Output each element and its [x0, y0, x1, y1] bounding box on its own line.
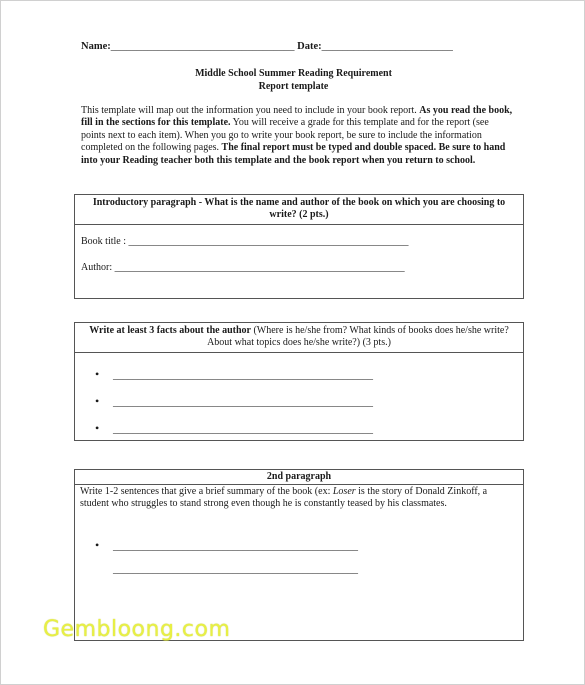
bullet-icon: • [95, 394, 100, 408]
document-title [1, 67, 585, 93]
date-blank[interactable]: _________________________ [321, 41, 453, 52]
bullet-icon: • [95, 538, 100, 552]
author-fact-line-2[interactable]: ____________________________________________________ [113, 397, 373, 408]
section3-text-a: Write 1-2 sentences that give a brief summary of the book (ex: [80, 486, 333, 497]
intro-part-2: As you read the book, fill in the sections for this template. [81, 105, 513, 129]
author-fact-line-3[interactable]: ____________________________________________________ [113, 424, 373, 435]
book-title-label: Book title : [81, 236, 126, 247]
section3-heading [75, 470, 523, 485]
section3-heading-text: 2nd paragraph [266, 471, 332, 482]
section1-heading-text: Introductory paragraph - What is the name and author of the book on which you are choosing to write? (2 pts.) [92, 197, 506, 220]
section2-heading-rest: (Where is he/she from? What kinds of books does he/she write? About what topics does he/she write?) (3 pts.) [207, 325, 509, 348]
title-line-1: Middle School Summer Reading Requirement [195, 68, 392, 79]
author-field[interactable] [81, 262, 405, 273]
author-fact-row-3[interactable] [95, 421, 373, 436]
author-fact-row-1[interactable] [95, 367, 373, 382]
intro-paragraph-box [74, 194, 524, 299]
name-blank[interactable]: ___________________________________ [110, 41, 295, 52]
author-facts-box [74, 322, 524, 441]
watermark-logo: Gembloong.com [43, 617, 231, 642]
author-fact-line-1[interactable]: ____________________________________________________ [113, 370, 373, 381]
section3-text-italic: Loser [332, 486, 356, 497]
section2-heading-bold: Write at least 3 facts about the author [89, 325, 251, 336]
section1-heading [75, 195, 523, 225]
bullet-icon: • [95, 421, 100, 435]
summary-row-1[interactable] [95, 538, 358, 553]
author-label: Author: [81, 262, 113, 273]
summary-line-1[interactable]: _________________________________________________ [113, 541, 358, 552]
second-paragraph-box [74, 469, 524, 641]
summary-row-2[interactable] [95, 564, 358, 575]
intro-paragraph [81, 105, 513, 167]
author-fact-row-2[interactable] [95, 394, 373, 409]
book-title-field[interactable] [81, 236, 409, 247]
title-line-2: Report template [258, 81, 329, 92]
section3-instructions [75, 485, 523, 511]
book-title-blank[interactable]: ________________________________________________________ [128, 236, 409, 247]
intro-part-1: This template will map out the information you need to include in your book report. [81, 105, 417, 116]
date-label: Date: [297, 41, 322, 52]
name-date-line [81, 41, 453, 52]
name-label: Name: [81, 41, 111, 52]
bullet-icon: • [95, 367, 100, 381]
section3-text-b: is the story of Donald Zinkoff, a student who struggles to stand strong even though he is constantly teased by his classmates. [80, 486, 488, 510]
summary-line-2[interactable]: _________________________________________________ [113, 564, 358, 575]
author-blank[interactable]: __________________________________________________________ [114, 262, 405, 273]
intro-part-4: The final report must be typed and double spaced. Be sure to hand into your Reading teacher both this template and the book report when you return to school. [81, 142, 506, 166]
section2-heading [75, 323, 523, 353]
intro-part-3: You will receive a grade for this template and for the report (see points next to each item). When you go to write your book report, be sure to include the information completed on the following pages. [81, 117, 489, 154]
